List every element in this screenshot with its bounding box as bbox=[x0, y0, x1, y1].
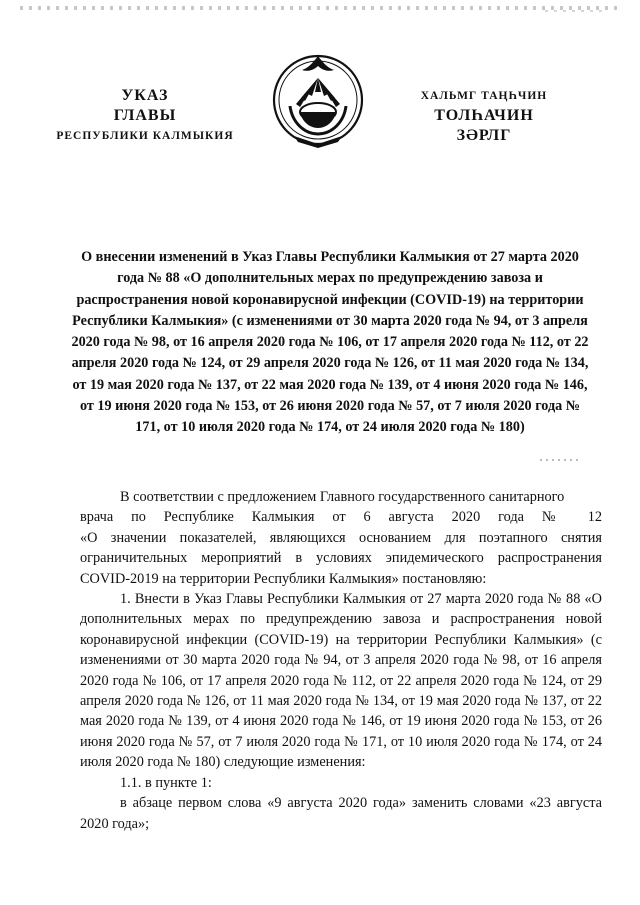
scan-artifact-right bbox=[545, 10, 605, 12]
header-right-line-1: ХАЛЬМГ ТАҢҺЧИН bbox=[420, 90, 548, 102]
header-left-line-2: ГЛАВЫ bbox=[113, 107, 177, 124]
header-right bbox=[384, 86, 584, 146]
scan-artifact bbox=[20, 6, 620, 10]
paragraph-1-rest: «О значении показателей, являющихся основанием для поэтапного снятия ограничительных мероприятий в условиях эпидемического распространения COVID-2019 на территории Республики Калмыкия» постановляю: bbox=[80, 529, 602, 587]
paragraph-4: в абзаце первом слова «9 августа 2020 года» заменить словами «23 августа 2020 года»; bbox=[80, 795, 602, 832]
header-left bbox=[40, 86, 250, 146]
header-right-line-2: ТОЛҺАЧИН bbox=[434, 107, 534, 124]
paragraph-2: 1. Внести в Указ Главы Республики Калмыкия от 27 марта 2020 года № 88 «О дополнительных мерах по предупреждению завоза и распространения новой коронавирусной инфекции (COVID-19) на территории Республики Калмыкия» (с изменениями от 30 марта 2020 года № 94, от 3 апреля 2020 года № 98, от 16 апреля 2020 года № 106, от 17 апреля 2020 года № 112, от 22 апреля 2020 года № 124, от 29 апреля 2020 года № 126, от 11 мая 2020 года № 134, от 19 мая 2020 года № 137, от 22 мая 2020 года № 139, от 4 июня 2020 года № 146, от 19 июня 2020 года № 153, от 26 июня 2020 года № 57, от 7 июля 2020 года № 171, от 10 июля 2020 года № 174, от 24 июля 2020 года № 180) следующие изменения: bbox=[80, 591, 602, 771]
document-title: О внесении изменений в Указ Главы Республики Калмыкия от 27 марта 2020 года № 88 «О дополнительных мерах по предупреждению завоза и распространения новой коронавирусной инфекции (COVID-19) на территории Республики Калмыкия» (с изменениями от 30 марта 2020 года № 94, от 3 апреля 2020 года № 98, от 16 апреля 2020 года № 106, от 17 апреля 2020 года № 112, от 22 апреля 2020 года № 124, от 29 апреля 2020 года № 126, от 11 мая 2020 года № 134, от 19 мая 2020 года № 137, от 22 мая 2020 года № 139, от 4 июня 2020 года № 146, от 19 июня 2020 года № 153, от 26 июня 2020 года № 57, от 7 июля 2020 года № 171, от 10 июля 2020 года № 174, от 24 июля 2020 года № 180) bbox=[71, 249, 589, 436]
header-left-line-1: УКАЗ bbox=[121, 87, 169, 104]
paragraph-1-line-1: В соответствии с предложением Главного государственного санитарного bbox=[120, 489, 565, 505]
paragraph-3: 1.1. в пункте 1: bbox=[120, 774, 212, 791]
document-body bbox=[80, 487, 602, 834]
scan-dots bbox=[540, 459, 580, 461]
kalmykia-emblem-icon bbox=[268, 48, 368, 156]
header-right-line-3: ЗӘРЛГ bbox=[456, 127, 512, 144]
paragraph-1-line-2: врача по Республике Калмыкия от 6 августа 2020 года № 12 bbox=[80, 509, 602, 526]
header-left-line-3: РЕСПУБЛИКИ КАЛМЫКИЯ bbox=[56, 130, 234, 142]
